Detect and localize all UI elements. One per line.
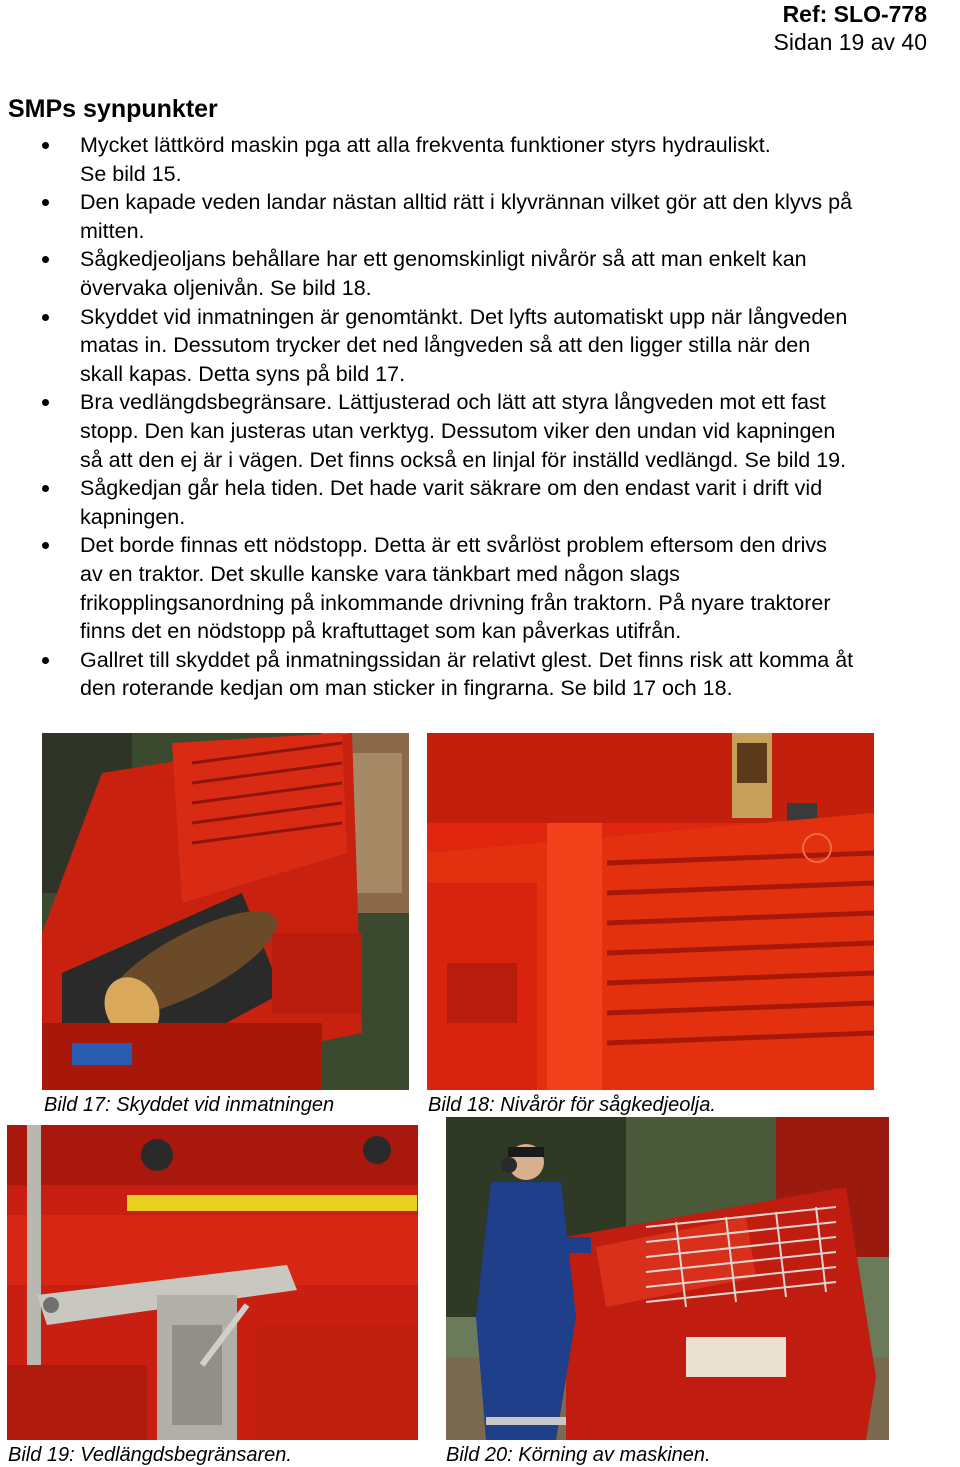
- list-item: [0, 303, 960, 389]
- list-item: [0, 188, 960, 245]
- page-number: Sidan 19 av 40: [773, 29, 927, 55]
- list-item-text: Sågkedjan går hela tiden. Det hade varit säkrare om den endast varit i drift vid kapningen.: [80, 476, 823, 529]
- bullet-dot: [42, 256, 49, 263]
- bullet-dot: [42, 314, 49, 321]
- page-header: [774, 0, 927, 56]
- figure-caption: Bild 20: Körning av maskinen.: [446, 1444, 711, 1466]
- list-item: [0, 531, 960, 645]
- list-item: [0, 388, 960, 474]
- list-item-text: Mycket lättkörd maskin pga att alla frekventa funktioner styrs hydrauliskt. Se bild 15.: [80, 133, 771, 186]
- list-item-text: Den kapade veden landar nästan alltid rätt i klyvrännan vilket gör att den klyvs på mitten.: [80, 190, 853, 243]
- list-item-text: Det borde finnas ett nödstopp. Detta är ett svårlöst problem eftersom den drivs av en traktor. Det skulle kanske vara tänkbart med någon slags frikopplingsanordning på inkommande drivning från traktorn. På nyare traktorer finns det en nödstopp på kraftuttaget som kan påverkas utifrån.: [80, 533, 831, 644]
- section-title: SMPs synpunkter: [8, 95, 218, 123]
- list-item: [0, 131, 960, 188]
- bullet-list: [0, 131, 960, 703]
- figure-caption: Bild 19: Vedlängdsbegränsaren.: [8, 1444, 292, 1466]
- photo-oil-level-tube: [427, 733, 874, 1090]
- bullet-dot: [42, 142, 49, 149]
- figure-caption: Bild 17: Skyddet vid inmatningen: [44, 1094, 335, 1116]
- photo-operator-at-machine: [446, 1117, 889, 1440]
- list-item-text: Bra vedlängdsbegränsare. Lättjusterad och lätt att styra långveden mot ett fast stopp. Den kan justeras utan verktyg. Dessutom viker den undan vid kapningen så att den ej är i vägen. Det finns också en linjal för inställd vedlängd. Se bild 19.: [80, 390, 847, 472]
- bullet-dot: [42, 542, 49, 549]
- bullet-dot: [42, 199, 49, 206]
- list-item-text: Skyddet vid inmatningen är genomtänkt. Det lyfts automatiskt upp när långveden matas in. Dessutom trycker det ned långveden så att den ligger stilla när den skall kapas. Detta syns på bild 17.: [80, 304, 848, 386]
- figure-caption: Bild 18: Nivårör för sågkedjeolja.: [428, 1094, 716, 1116]
- list-item-text: Gallret till skyddet på inmatningssidan är relativt glest. Det finns risk att komma åt den roterande kedjan om man sticker in fingrarna. Se bild 17 och 18.: [80, 647, 854, 701]
- list-item: [0, 245, 960, 302]
- list-item-text: Sågkedjeoljans behållare har ett genomskinligt nivårör så att man enkelt kan övervaka oljenivån. Se bild 18.: [80, 247, 807, 300]
- bullet-dot: [42, 657, 49, 664]
- list-item: [0, 474, 960, 531]
- bullet-dot: [42, 485, 49, 492]
- bullet-dot: [42, 399, 49, 406]
- photo-feed-guard: [42, 733, 409, 1090]
- list-item: [0, 646, 960, 703]
- reference-number: Ref: SLO-778: [782, 1, 927, 27]
- photo-length-stop: [7, 1125, 418, 1440]
